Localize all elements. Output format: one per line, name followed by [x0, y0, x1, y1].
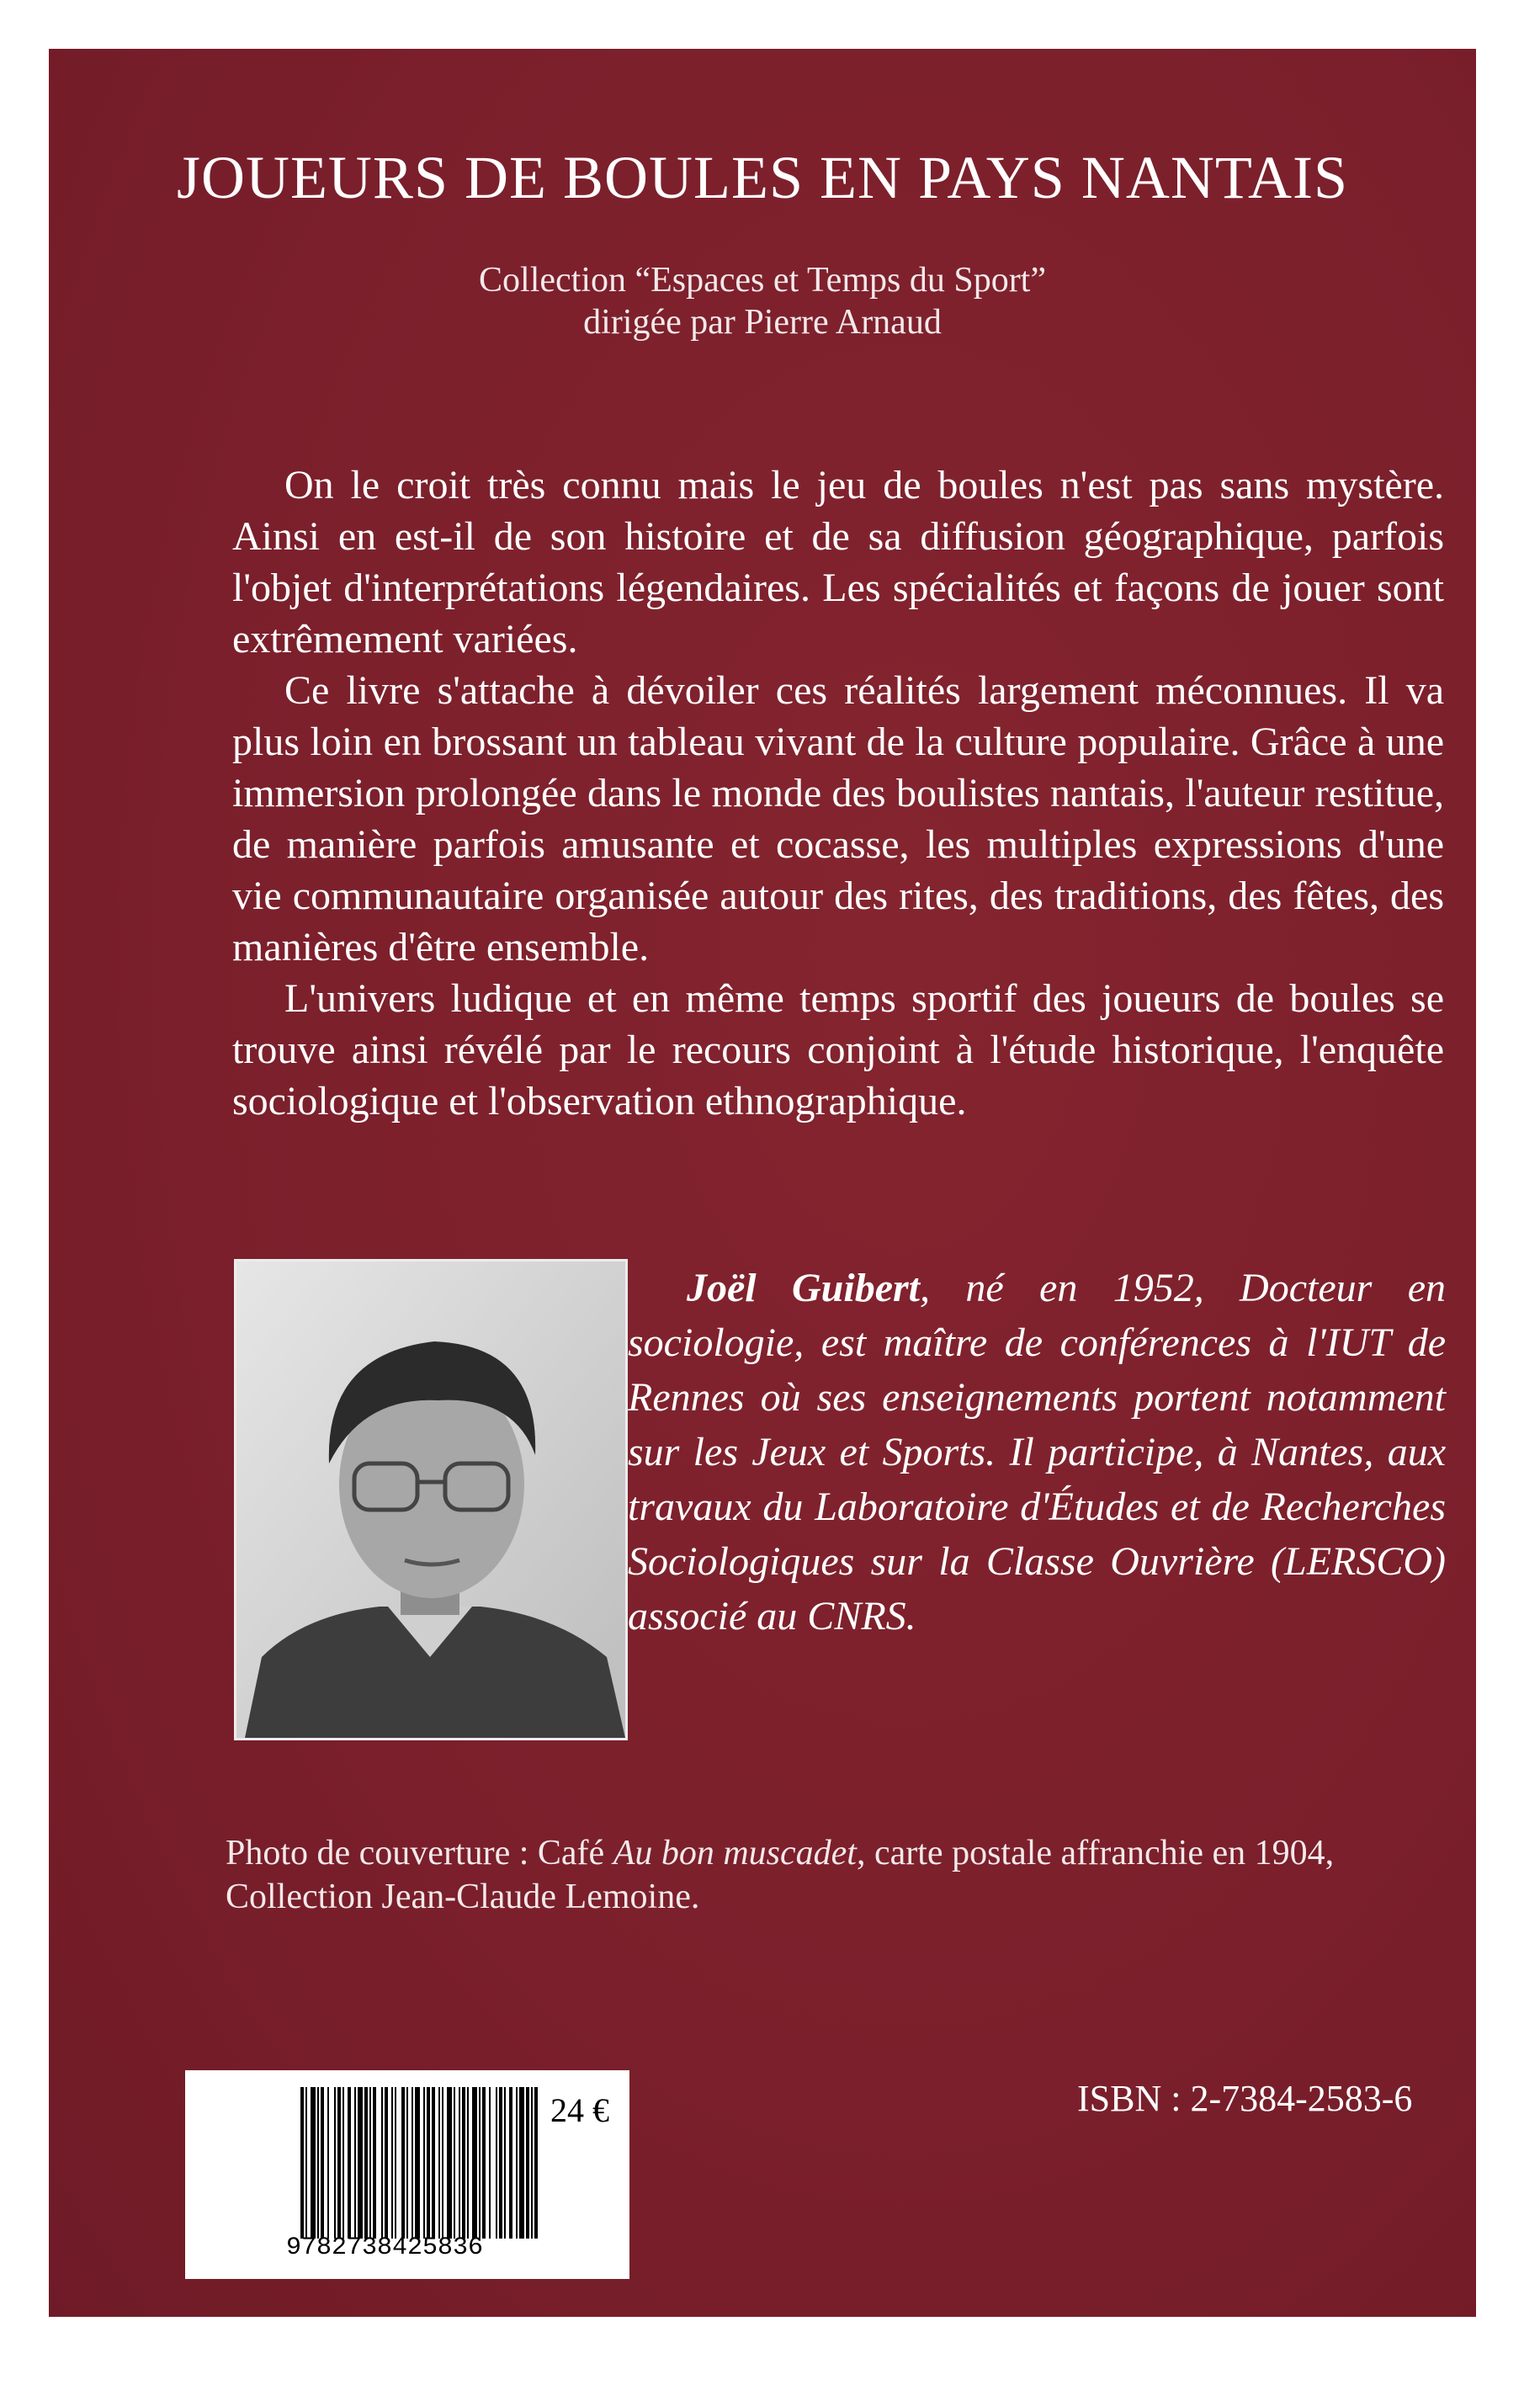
- barcode-bar: [454, 2087, 455, 2239]
- blurb: [232, 459, 1444, 1127]
- author-bio: [628, 1261, 1446, 1644]
- isbn: ISBN : 2-7384-2583-6: [1077, 2078, 1413, 2119]
- author-name: Joël Guibert: [687, 1266, 921, 1310]
- barcode-bar: [423, 2087, 425, 2239]
- barcode-bar: [415, 2087, 420, 2239]
- barcode-bar: [427, 2087, 430, 2239]
- barcode-bar: [467, 2087, 469, 2239]
- barcode-bar: [489, 2087, 491, 2239]
- photo-credit: [226, 1831, 1454, 1919]
- author-portrait-image: [236, 1262, 625, 1738]
- barcode-bar: [391, 2087, 393, 2239]
- barcode-bar: [385, 2087, 388, 2239]
- barcode-bar: [406, 2087, 408, 2239]
- barcode-bar: [531, 2087, 533, 2239]
- photo-credit-line-2: Collection Jean-Claude Lemoine.: [226, 1878, 700, 1916]
- barcode-bar: [412, 2087, 413, 2239]
- barcode-label: [185, 2070, 629, 2279]
- barcode-bar: [438, 2087, 440, 2239]
- author-bio-text: , né en 1952, Docteur en sociologie, est maître de conférences à l'IUT de Rennes où ses enseignements portent notamment sur les Jeux et Sports. Il participe, à Nantes, aux travaux du Laboratoire d'Études et de Recherches Sociologiques sur la Classe Ouvrière (LERSCO) associé au CNRS.: [628, 1266, 1447, 1639]
- barcode-bar: [381, 2087, 383, 2239]
- barcode-bar: [300, 2087, 304, 2239]
- barcode: [299, 2087, 538, 2239]
- barcode-bar: [479, 2087, 481, 2239]
- collection-name: Collection “Espaces et Temps du Sport”: [479, 261, 1046, 300]
- barcode-bar: [526, 2087, 529, 2239]
- barcode-bar: [327, 2087, 329, 2239]
- barcode-bar: [516, 2087, 518, 2239]
- credit-suffix: , carte postale affranchie en 1904,: [856, 1834, 1335, 1872]
- collection-director: dirigée par Pierre Arnaud: [583, 303, 942, 343]
- barcode-bar: [519, 2087, 524, 2239]
- barcode-bar: [504, 2087, 506, 2239]
- barcode-bar: [401, 2087, 405, 2239]
- barcode-bar: [369, 2087, 371, 2239]
- barcode-bar: [321, 2087, 324, 2239]
- barcode-bar: [472, 2087, 477, 2239]
- book-title: JOUEURS DE BOULES EN PAYS NANTAIS: [176, 144, 1349, 211]
- author-photo: [234, 1259, 628, 1740]
- barcode-bar: [509, 2087, 512, 2239]
- collection-info: [49, 259, 1476, 344]
- barcode-bar: [343, 2087, 344, 2239]
- barcode-bar: [334, 2087, 336, 2239]
- barcode-bars: [299, 2087, 538, 2239]
- price: 24 €: [550, 2091, 609, 2129]
- back-cover: [49, 49, 1476, 2317]
- barcode-bar: [348, 2087, 351, 2239]
- barcode-bar: [305, 2087, 307, 2239]
- barcode-bar: [496, 2087, 497, 2239]
- photo-credit-line-1: [226, 1831, 1454, 1875]
- barcode-bar: [462, 2087, 465, 2239]
- ean-number: 9782738425836: [286, 2234, 484, 2262]
- barcode-bar: [459, 2087, 460, 2239]
- barcode-bar: [499, 2087, 502, 2239]
- barcode-bar: [311, 2087, 316, 2239]
- barcode-bar: [447, 2087, 452, 2239]
- barcode-bar: [373, 2087, 376, 2239]
- barcode-bar: [364, 2087, 368, 2239]
- barcode-bar: [432, 2087, 435, 2239]
- barcode-bar: [317, 2087, 319, 2239]
- barcode-bar: [482, 2087, 486, 2239]
- barcode-bar: [337, 2087, 341, 2239]
- blurb-paragraph-1: On le croit très connu mais le jeu de boules n'est pas sans mystère. Ainsi en est-il de son histoire et de sa diffusion géographique, parfois l'objet d'interprétations légendaires. Les spécialités et façons de jouer sont extrêmement variées.: [232, 463, 1444, 661]
- barcode-bar: [358, 2087, 363, 2239]
- barcode-bar: [442, 2087, 443, 2239]
- barcode-bar: [534, 2087, 538, 2239]
- credit-cafe-name: Au bon muscadet: [613, 1834, 857, 1872]
- credit-prefix: Photo de couverture : Café: [226, 1834, 613, 1872]
- barcode-bar: [354, 2087, 356, 2239]
- blurb-paragraph-2: Ce livre s'attache à dévoiler ces réalités largement méconnues. Il va plus loin en brossant un tableau vivant de la culture populaire. Grâce à une immersion prolongée dans le monde des boulistes nantais, l'auteur restitue, de manière parfois amusante et cocasse, les multiples expressions d'une vie communautaire organisée autour des rites, des traditions, des fêtes, des manières d'être ensemble.: [232, 668, 1444, 969]
- barcode-bar: [395, 2087, 396, 2239]
- blurb-paragraph-3: L'univers ludique et en même temps sportif des joueurs de boules se trouve ainsi révélé par le recours conjoint à l'étude historique, l'enquête sociologique et l'observation ethnographique.: [232, 976, 1444, 1123]
